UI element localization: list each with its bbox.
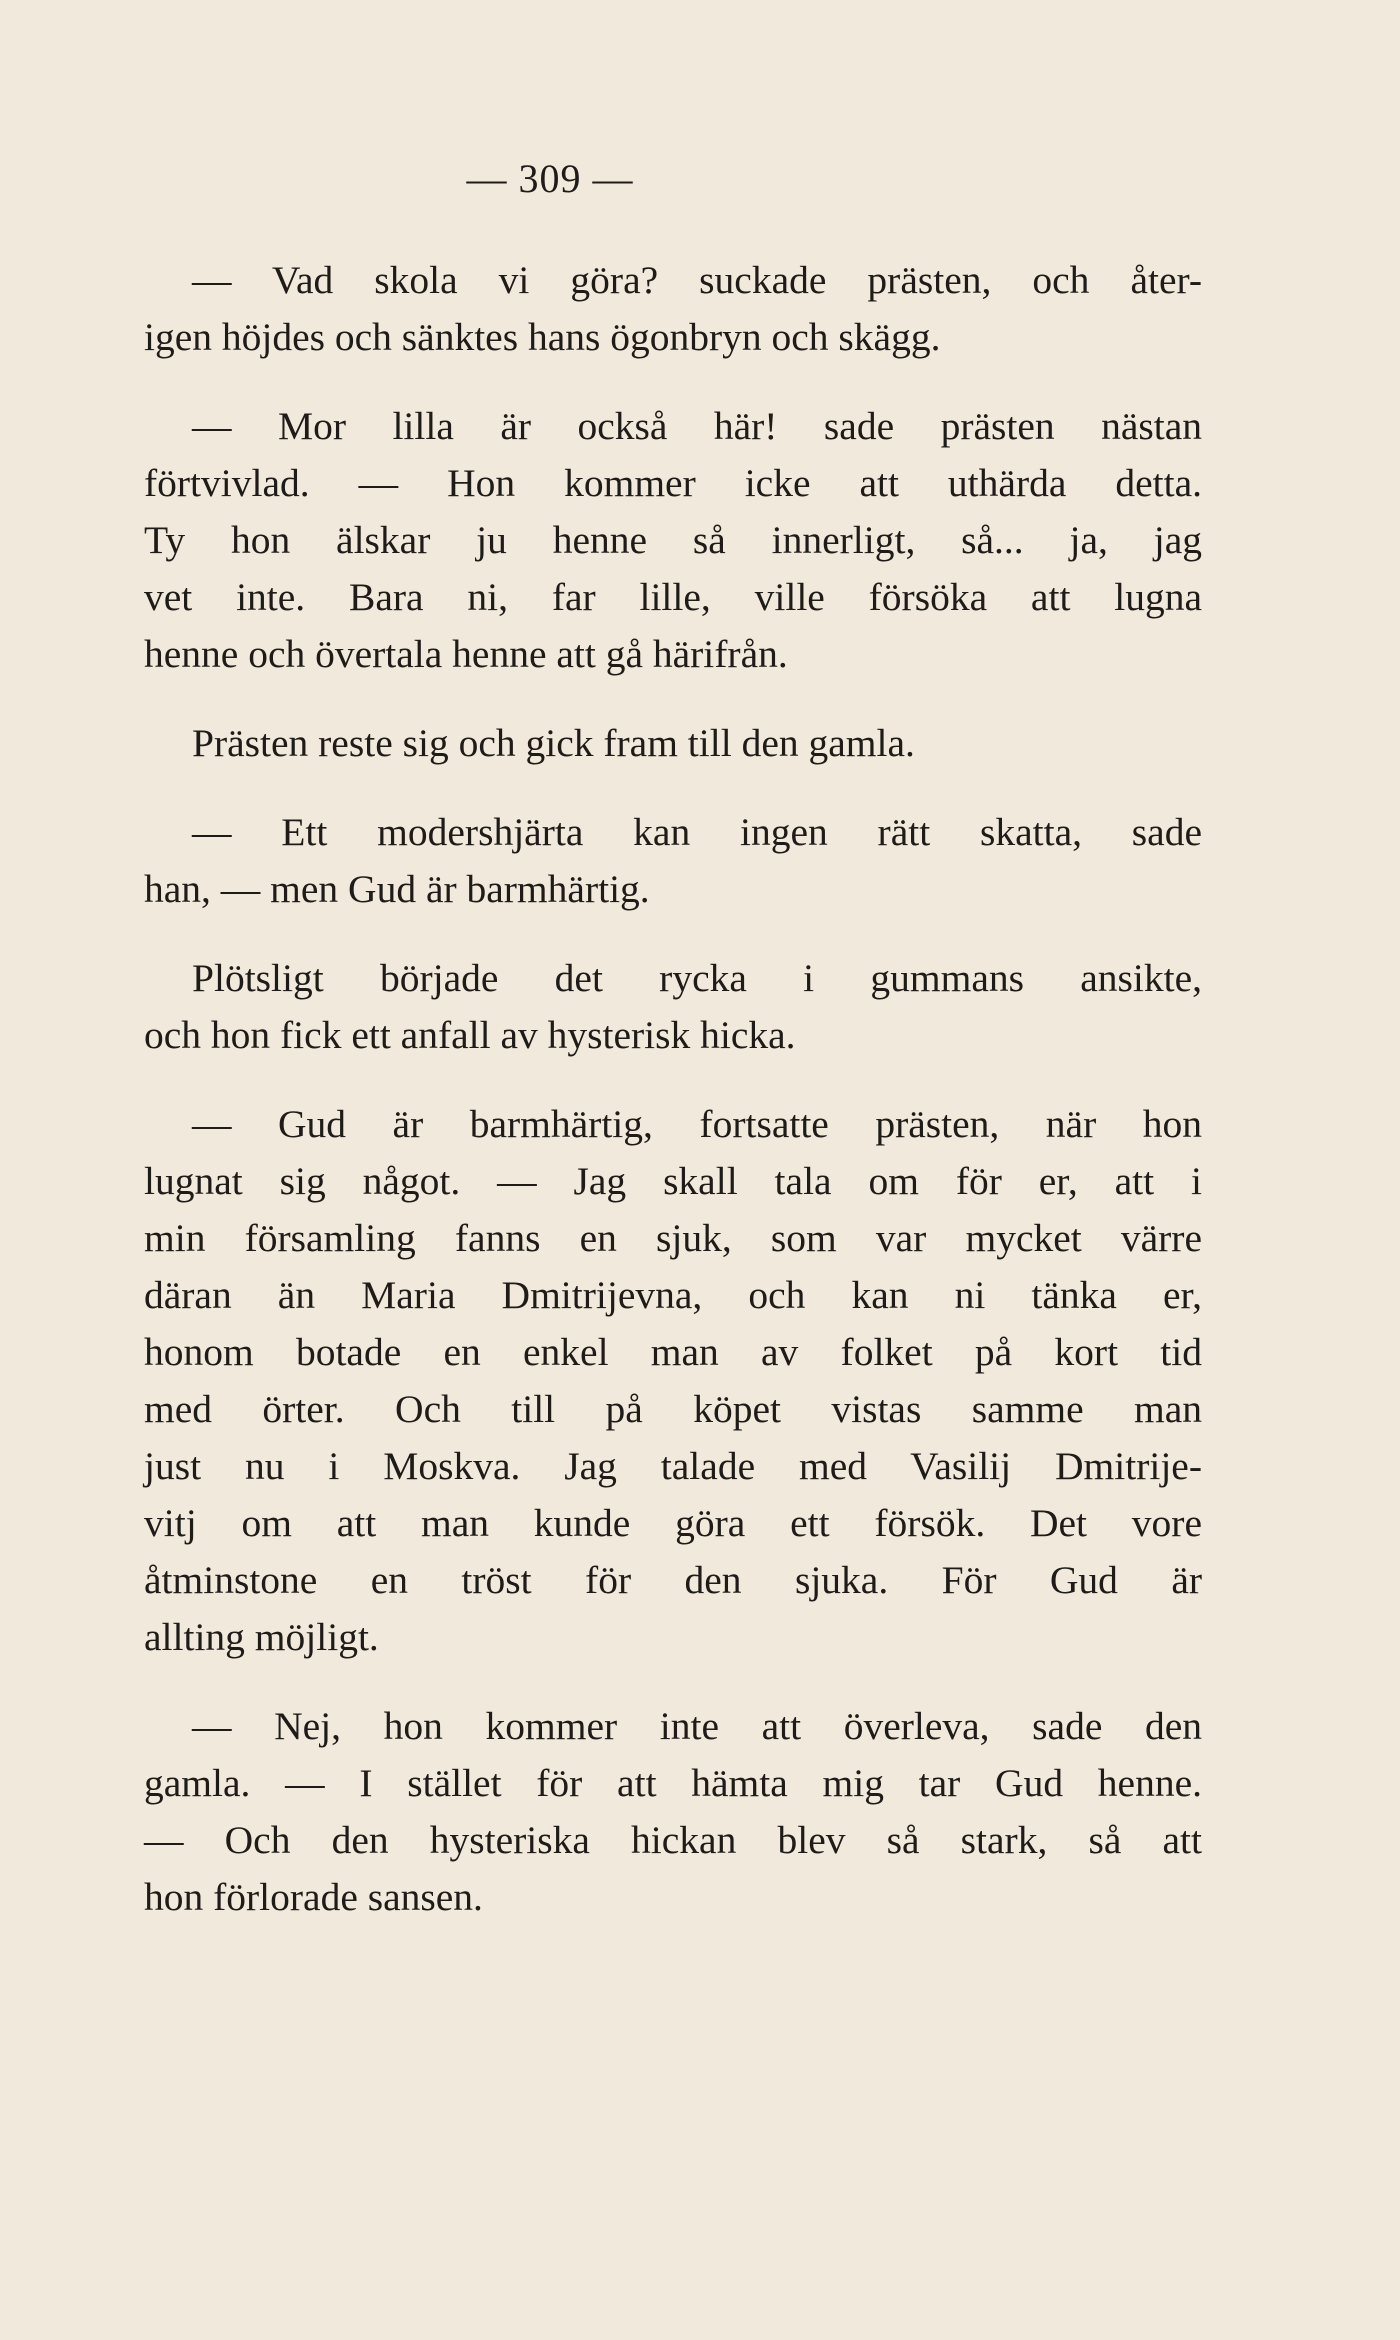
paragraph-gap [144,918,1202,950]
text-line: vet inte. Bara ni, far lille, ville försöka att lugna [144,575,1202,619]
text-line: henne och övertala henne att gå härifrån. [144,632,788,676]
text-line: honom botade en enkel man av folket på kort tid [144,1330,1202,1374]
text-line: — Mor lilla är också här! sade prästen nästan [192,404,1202,448]
body-text [144,252,1202,1926]
paragraph-gap [144,683,1202,715]
text-line: — Och den hysteriska hickan blev så stark, så att [144,1818,1202,1862]
text-line: — Gud är barmhärtig, fortsatte prästen, när hon [192,1102,1202,1146]
text-line: allting möjligt. [144,1615,379,1659]
paragraph [144,252,1202,366]
text-line: han, — men Gud är barmhärtig. [144,867,650,911]
text-line: — Nej, hon kommer inte att överleva, sade den [192,1704,1202,1748]
paragraph [144,715,1202,772]
text-line: — Ett modershjärta kan ingen rätt skatta, sade [192,810,1202,854]
text-line: hon förlorade sansen. [144,1875,483,1919]
text-line: lugnat sig något. — Jag skall tala om för er, att i [144,1159,1202,1203]
text-line: förtvivlad. — Hon kommer icke att uthärda detta. [144,461,1202,505]
paragraph [144,950,1202,1064]
text-line: och hon fick ett anfall av hysterisk hicka. [144,1013,796,1057]
page-number: — 309 — [466,156,634,201]
text-line: Ty hon älskar ju henne så innerligt, så... ja, jag [144,518,1202,562]
text-line: Plötsligt började det rycka i gummans ansikte, [192,956,1202,1000]
text-line: igen höjdes och sänktes hans ögonbryn och skägg. [144,315,941,359]
paragraph [144,1698,1202,1926]
text-line: med örter. Och till på köpet vistas samme man [144,1387,1202,1431]
paragraph [144,804,1202,918]
paragraph [144,398,1202,683]
text-line: Prästen reste sig och gick fram till den gamla. [192,721,915,765]
text-line: däran än Maria Dmitrijevna, och kan ni tänka er, [144,1273,1202,1317]
paragraph-gap [144,1666,1202,1698]
paragraph-gap [144,1064,1202,1096]
paragraph [144,1096,1202,1666]
paragraph-gap [144,772,1202,804]
text-line: min församling fanns en sjuk, som var mycket värre [144,1216,1202,1260]
text-line: just nu i Moskva. Jag talade med Vasilij Dmitrije- [144,1444,1202,1488]
text-line: gamla. — I stället för att hämta mig tar Gud henne. [144,1761,1202,1805]
text-line: — Vad skola vi göra? suckade prästen, och åter- [192,258,1202,302]
paragraph-gap [144,366,1202,398]
text-line: vitj om att man kunde göra ett försök. Det vore [144,1501,1202,1545]
text-line: åtminstone en tröst för den sjuka. För Gud är [144,1558,1202,1602]
